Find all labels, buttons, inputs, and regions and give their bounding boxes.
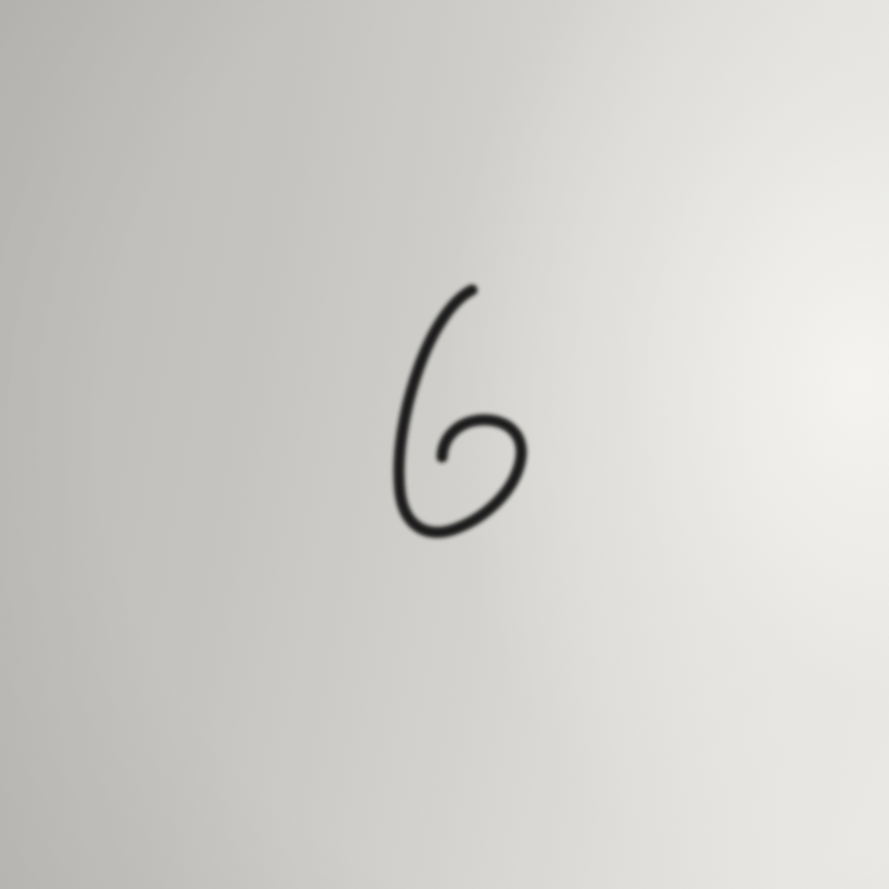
- digit-stroke: [399, 290, 521, 532]
